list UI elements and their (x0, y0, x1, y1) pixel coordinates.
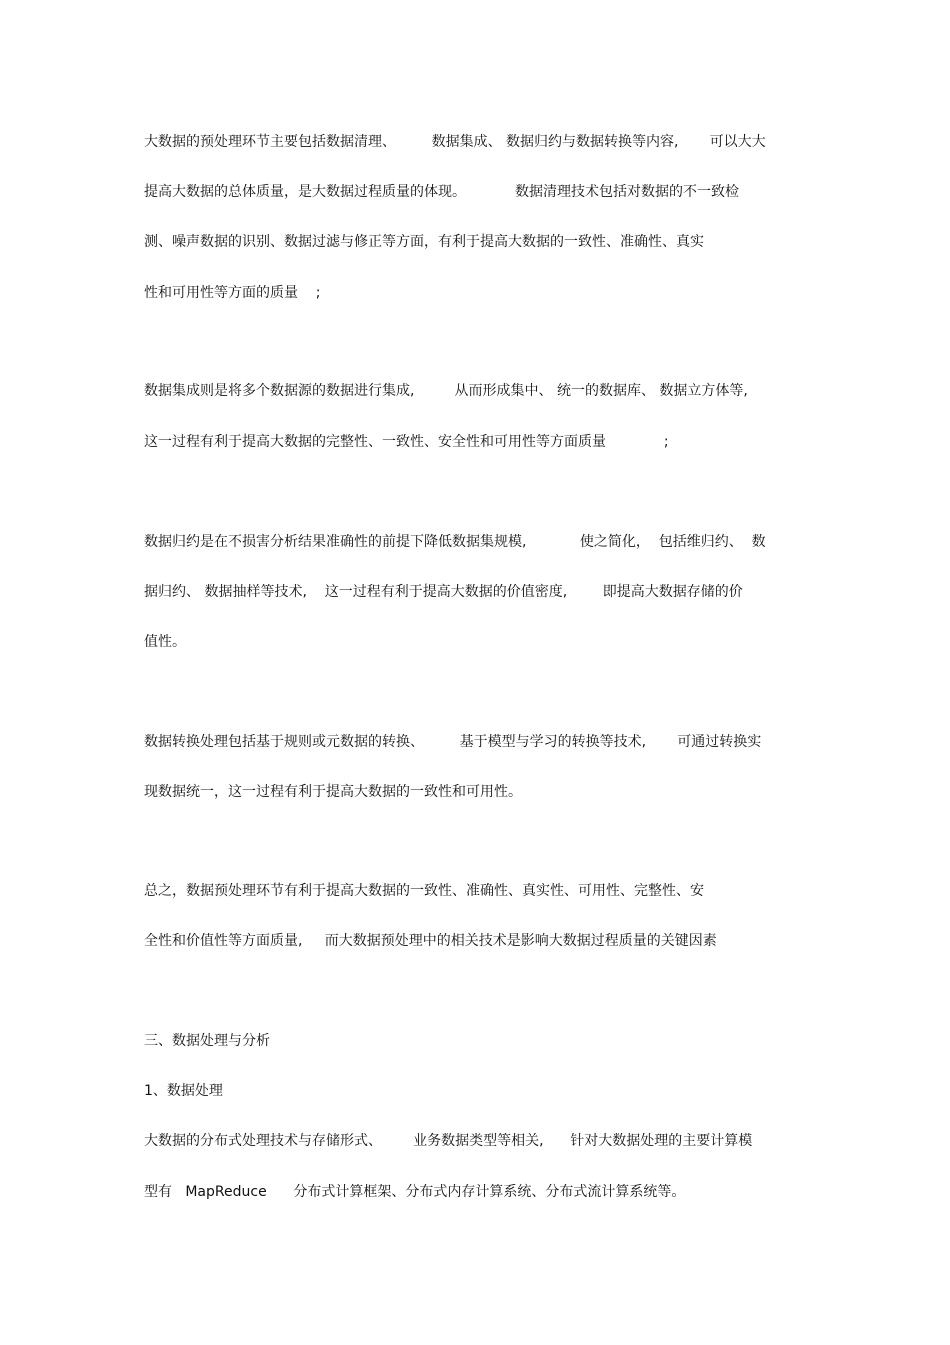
paragraph-1-line-1: 大数据的预处理环节主要包括数据清理、 数据集成、 数据归约与数据转换等内容, 可以大大 (144, 134, 766, 150)
paragraph-1-line-3: 测、噪声数据的识别、数据过滤与修正等方面，有利于提高大数据的一致性、准确性、真实 (144, 234, 704, 250)
paragraph-3-line-3: 值性。 (144, 634, 186, 650)
subsection-heading: 1、数据处理 (144, 1083, 223, 1099)
paragraph-2-line-2: 这一过程有利于提高大数据的完整性、一致性、安全性和可用性等方面质量 ; (144, 434, 669, 450)
paragraph-5-line-1: 总之，数据预处理环节有利于提高大数据的一致性、准确性、真实性、可用性、完整性、安 (144, 883, 704, 899)
paragraph-4-line-2: 现数据统一，这一过程有利于提高大数据的一致性和可用性。 (144, 784, 522, 800)
section-heading: 三、数据处理与分析 (144, 1033, 270, 1049)
paragraph-2-line-1: 数据集成则是将多个数据源的数据进行集成, 从而形成集中、 统一的数据库、 数据立方体等, (144, 383, 748, 399)
paragraph-5-line-2: 全性和价值性等方面质量, 而大数据预处理中的相关技术是影响大数据过程质量的关键因素 (144, 933, 717, 949)
paragraph-3-line-2: 据归约、 数据抽样等技术, 这一过程有利于提高大数据的价值密度, 即提高大数据存储的价 (144, 584, 743, 600)
paragraph-1-line-4: 性和可用性等方面的质量 ; (144, 285, 321, 301)
paragraph-6-line-1: 大数据的分布式处理技术与存储形式、 业务数据类型等相关, 针对大数据处理的主要计算模 (144, 1133, 753, 1149)
paragraph-1-line-2: 提高大数据的总体质量，是大数据过程质量的体现。 数据清理技术包括对数据的不一致检 (144, 184, 739, 200)
paragraph-3-line-1: 数据归约是在不损害分析结果准确性的前提下降低数据集规模, 使之简化， 包括维归约、 数 (144, 534, 766, 550)
paragraph-6-line-2: 型有 MapReduce 分布式计算框架、分布式内存计算系统、分布式流计算系统等。 (144, 1184, 686, 1200)
paragraph-4-line-1: 数据转换处理包括基于规则或元数据的转换、 基于模型与学习的转换等技术, 可通过转换实 (144, 734, 762, 750)
